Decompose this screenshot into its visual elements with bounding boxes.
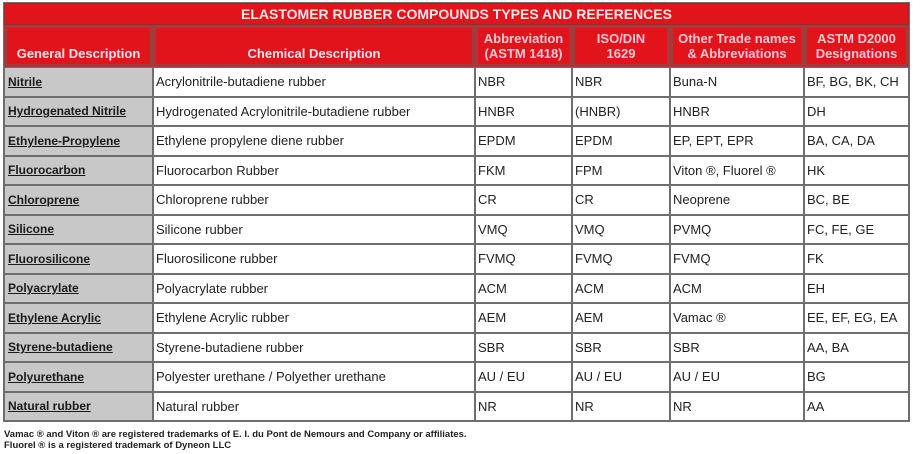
compound-table-container [3, 2, 908, 422]
compound-link[interactable]: Polyurethane [8, 369, 85, 384]
cell-astm: BA, CA, DA [804, 126, 909, 156]
cell-trade: AU / EU [670, 362, 804, 392]
cell-astm: DH [804, 97, 909, 127]
table-row [4, 244, 909, 274]
header-row [4, 25, 909, 67]
cell-astm: BF, BG, BK, CH [804, 67, 909, 97]
col-header-trade-names: Other Trade names & Abbreviations [670, 25, 804, 67]
cell-trade: Vamac ® [670, 303, 804, 333]
cell-iso: ACM [572, 274, 670, 304]
table-row [4, 126, 909, 156]
cell-trade: Viton ®, Fluorel ® [670, 156, 804, 186]
cell-astm: AA [804, 392, 909, 422]
elastomer-table [3, 2, 910, 422]
cell-trade: PVMQ [670, 215, 804, 245]
cell-abbrev: FKM [475, 156, 572, 186]
cell-iso: (HNBR) [572, 97, 670, 127]
compound-link[interactable]: Ethylene-Propylene [8, 133, 121, 148]
cell-abbrev: EPDM [475, 126, 572, 156]
cell-chemical: Silicone rubber [153, 215, 475, 245]
cell-general [4, 185, 153, 215]
cell-astm: BC, BE [804, 185, 909, 215]
cell-general [4, 97, 153, 127]
cell-general [4, 392, 153, 422]
cell-iso: SBR [572, 333, 670, 363]
compound-link[interactable]: Hydrogenated Nitrile [8, 104, 127, 119]
cell-chemical: Styrene-butadiene rubber [153, 333, 475, 363]
cell-abbrev: NBR [475, 67, 572, 97]
table-row [4, 67, 909, 97]
cell-astm: FK [804, 244, 909, 274]
table-title: ELASTOMER RUBBER COMPOUNDS TYPES AND REFERENCES [4, 3, 909, 25]
cell-chemical: Chloroprene rubber [153, 185, 475, 215]
col-header-abbreviation: Abbreviation (ASTM 1418) [475, 25, 572, 67]
cell-astm: AA, BA [804, 333, 909, 363]
cell-general [4, 274, 153, 304]
table-row [4, 333, 909, 363]
cell-iso: NBR [572, 67, 670, 97]
cell-abbrev: NR [475, 392, 572, 422]
compound-link[interactable]: Ethylene Acrylic [8, 310, 101, 325]
cell-general [4, 333, 153, 363]
footnotes [4, 429, 467, 451]
col-header-chemical: Chemical Description [153, 25, 475, 67]
cell-trade: NR [670, 392, 804, 422]
cell-astm: HK [804, 156, 909, 186]
cell-iso: FVMQ [572, 244, 670, 274]
cell-abbrev: ACM [475, 274, 572, 304]
cell-chemical: Fluorocarbon Rubber [153, 156, 475, 186]
cell-iso: NR [572, 392, 670, 422]
cell-general [4, 156, 153, 186]
cell-chemical: Acrylonitrile-butadiene rubber [153, 67, 475, 97]
table-row [4, 274, 909, 304]
cell-astm: BG [804, 362, 909, 392]
cell-trade: FVMQ [670, 244, 804, 274]
cell-chemical: Ethylene propylene diene rubber [153, 126, 475, 156]
cell-trade: HNBR [670, 97, 804, 127]
cell-abbrev: CR [475, 185, 572, 215]
cell-general [4, 67, 153, 97]
footnote-dyneon: Fluorel ® is a registered trademark of Dyneon LLC [4, 440, 232, 451]
compound-link[interactable]: Nitrile [8, 74, 43, 89]
cell-abbrev: AEM [475, 303, 572, 333]
cell-astm: EE, EF, EG, EA [804, 303, 909, 333]
cell-abbrev: SBR [475, 333, 572, 363]
compound-link[interactable]: Polyacrylate [8, 281, 79, 296]
cell-chemical: Polyester urethane / Polyether urethane [153, 362, 475, 392]
table-row [4, 303, 909, 333]
cell-astm: FC, FE, GE [804, 215, 909, 245]
cell-iso: EPDM [572, 126, 670, 156]
table-row [4, 362, 909, 392]
table-row [4, 392, 909, 422]
compound-link[interactable]: Fluorocarbon [8, 163, 86, 178]
cell-abbrev: AU / EU [475, 362, 572, 392]
table-row [4, 156, 909, 186]
compound-link[interactable]: Natural rubber [8, 399, 91, 414]
col-header-iso-din: ISO/DIN 1629 [572, 25, 670, 67]
compound-link[interactable]: Chloroprene [8, 192, 80, 207]
cell-general [4, 126, 153, 156]
cell-abbrev: HNBR [475, 97, 572, 127]
cell-trade: SBR [670, 333, 804, 363]
cell-iso: FPM [572, 156, 670, 186]
cell-abbrev: FVMQ [475, 244, 572, 274]
cell-chemical: Polyacrylate rubber [153, 274, 475, 304]
compound-link[interactable]: Styrene-butadiene [8, 340, 113, 355]
cell-general [4, 303, 153, 333]
compound-link[interactable]: Fluorosilicone [8, 251, 91, 266]
cell-trade: Buna-N [670, 67, 804, 97]
cell-astm: EH [804, 274, 909, 304]
cell-general [4, 362, 153, 392]
table-row [4, 215, 909, 245]
cell-chemical: Hydrogenated Acrylonitrile-butadiene rubber [153, 97, 475, 127]
cell-chemical: Natural rubber [153, 392, 475, 422]
footnote-dupont: Vamac ® and Viton ® are registered trademarks of E. I. du Pont de Nemours and Company or affiliates. [4, 429, 467, 440]
compound-link[interactable]: Silicone [8, 222, 55, 237]
cell-iso: AU / EU [572, 362, 670, 392]
cell-iso: CR [572, 185, 670, 215]
cell-trade: EP, EPT, EPR [670, 126, 804, 156]
cell-trade: Neoprene [670, 185, 804, 215]
cell-abbrev: VMQ [475, 215, 572, 245]
cell-general [4, 244, 153, 274]
cell-general [4, 215, 153, 245]
cell-iso: AEM [572, 303, 670, 333]
col-header-general: General Description [4, 25, 153, 67]
cell-trade: ACM [670, 274, 804, 304]
cell-chemical: Ethylene Acrylic rubber [153, 303, 475, 333]
table-row [4, 185, 909, 215]
cell-chemical: Fluorosilicone rubber [153, 244, 475, 274]
table-row [4, 97, 909, 127]
cell-iso: VMQ [572, 215, 670, 245]
col-header-astm-d2000: ASTM D2000 Designations [804, 25, 909, 67]
